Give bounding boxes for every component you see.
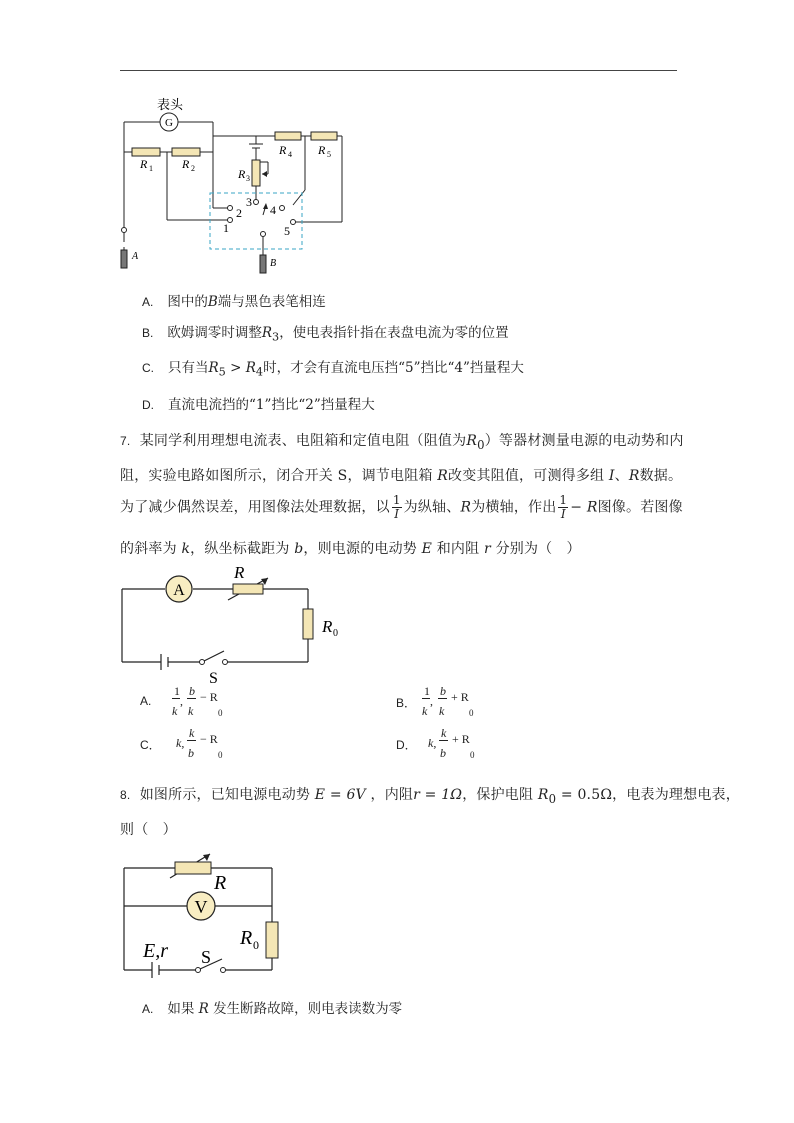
svg-text:5: 5	[327, 150, 331, 159]
q7-option-b[interactable]: B． 1 , k b k + R 0	[396, 684, 474, 718]
q8-circuit-diagram	[115, 845, 295, 985]
svg-text:4: 4	[270, 203, 276, 217]
q6-option-a[interactable]: A. 图中的B端与黑色表笔相连	[142, 294, 326, 310]
q8-line-2: 则（ ）	[120, 822, 177, 838]
svg-text:2: 2	[191, 164, 195, 173]
svg-text:R: R	[214, 872, 227, 894]
svg-text:E,r: E,r	[143, 940, 168, 962]
q6-option-c[interactable]: C. 只有当$R_5 > R_4$时，才会有直流电压挡“5”挡比“4”挡量程大	[142, 360, 524, 379]
q7-line-3: 为了减少偶然误差，用图像法处理数据，以 $\frac{1}{I}$ 为纵轴、R为横轴，作出 $\frac{1}{I}$ − R图像。若图像	[120, 493, 683, 521]
probe-A-label: A	[132, 251, 139, 262]
q7-line-4: 的斜率为 k，纵坐标截距为 b，则电源的电动势 E 和内阻 r 分别为（ ）	[120, 541, 581, 557]
q7-line-1: 7. 某同学利用理想电流表、电阻箱和定值电阻（阻值为$R_0$）等器材测量电源的电动势和内	[120, 433, 684, 452]
svg-text:5: 5	[284, 224, 290, 238]
svg-text:R: R	[234, 563, 245, 582]
q7-option-d[interactable]: D． k, k b + R 0	[396, 726, 475, 760]
svg-text:S: S	[201, 947, 212, 967]
q6-option-b[interactable]: B. 欧姆调零时调整$R_3$，使电表指针指在表盘电流为零的位置	[142, 325, 509, 344]
svg-text:R: R	[240, 927, 253, 949]
q7-circuit-diagram	[115, 560, 355, 685]
svg-text:S: S	[209, 670, 218, 685]
multimeter-circuit-diagram	[110, 90, 360, 280]
voltmeter-symbol: V	[194, 897, 208, 917]
q7-line-2: 阻，实验电路如图所示，闭合开关 S，调节电阻箱 R改变其阻值，可测得多组 I、R数据。	[120, 468, 683, 484]
svg-text:3: 3	[246, 174, 250, 183]
svg-text:R: R	[140, 157, 148, 171]
galvanometer-symbol: G	[165, 117, 173, 129]
q8-line-1: 8. 如图所示，已知电源电动势 E = 6V ，内阻r = 1Ω，保护电阻 $R_0 = 0.5\Omega$，电表为理想电表，	[120, 787, 740, 806]
svg-text:R: R	[279, 143, 287, 157]
svg-text:4: 4	[288, 150, 292, 159]
svg-text:R: R	[238, 167, 246, 181]
header-rule	[120, 70, 677, 71]
svg-text:0: 0	[333, 628, 338, 639]
q8-option-a[interactable]: A. 如果 R 发生断路故障，则电表读数为零	[142, 1001, 403, 1017]
meter-head-label: 表头	[157, 97, 184, 112]
svg-text:1: 1	[223, 221, 229, 235]
svg-text:R: R	[182, 157, 190, 171]
svg-text:1: 1	[149, 164, 153, 173]
ammeter-symbol: A	[173, 582, 185, 599]
svg-text:2: 2	[236, 206, 242, 220]
svg-text:R: R	[322, 617, 333, 636]
probe-B-label: B	[270, 258, 277, 269]
svg-text:R: R	[318, 143, 326, 157]
svg-text:3: 3	[246, 195, 252, 209]
svg-text:0: 0	[253, 938, 259, 952]
q6-option-d[interactable]: D. 直流电流挡的“1”挡比“2”挡量程大	[142, 397, 375, 413]
q7-option-a[interactable]: A. 1 , k b k − R 0	[140, 684, 223, 718]
q7-option-c[interactable]: C． k, k b − R 0	[140, 726, 223, 760]
